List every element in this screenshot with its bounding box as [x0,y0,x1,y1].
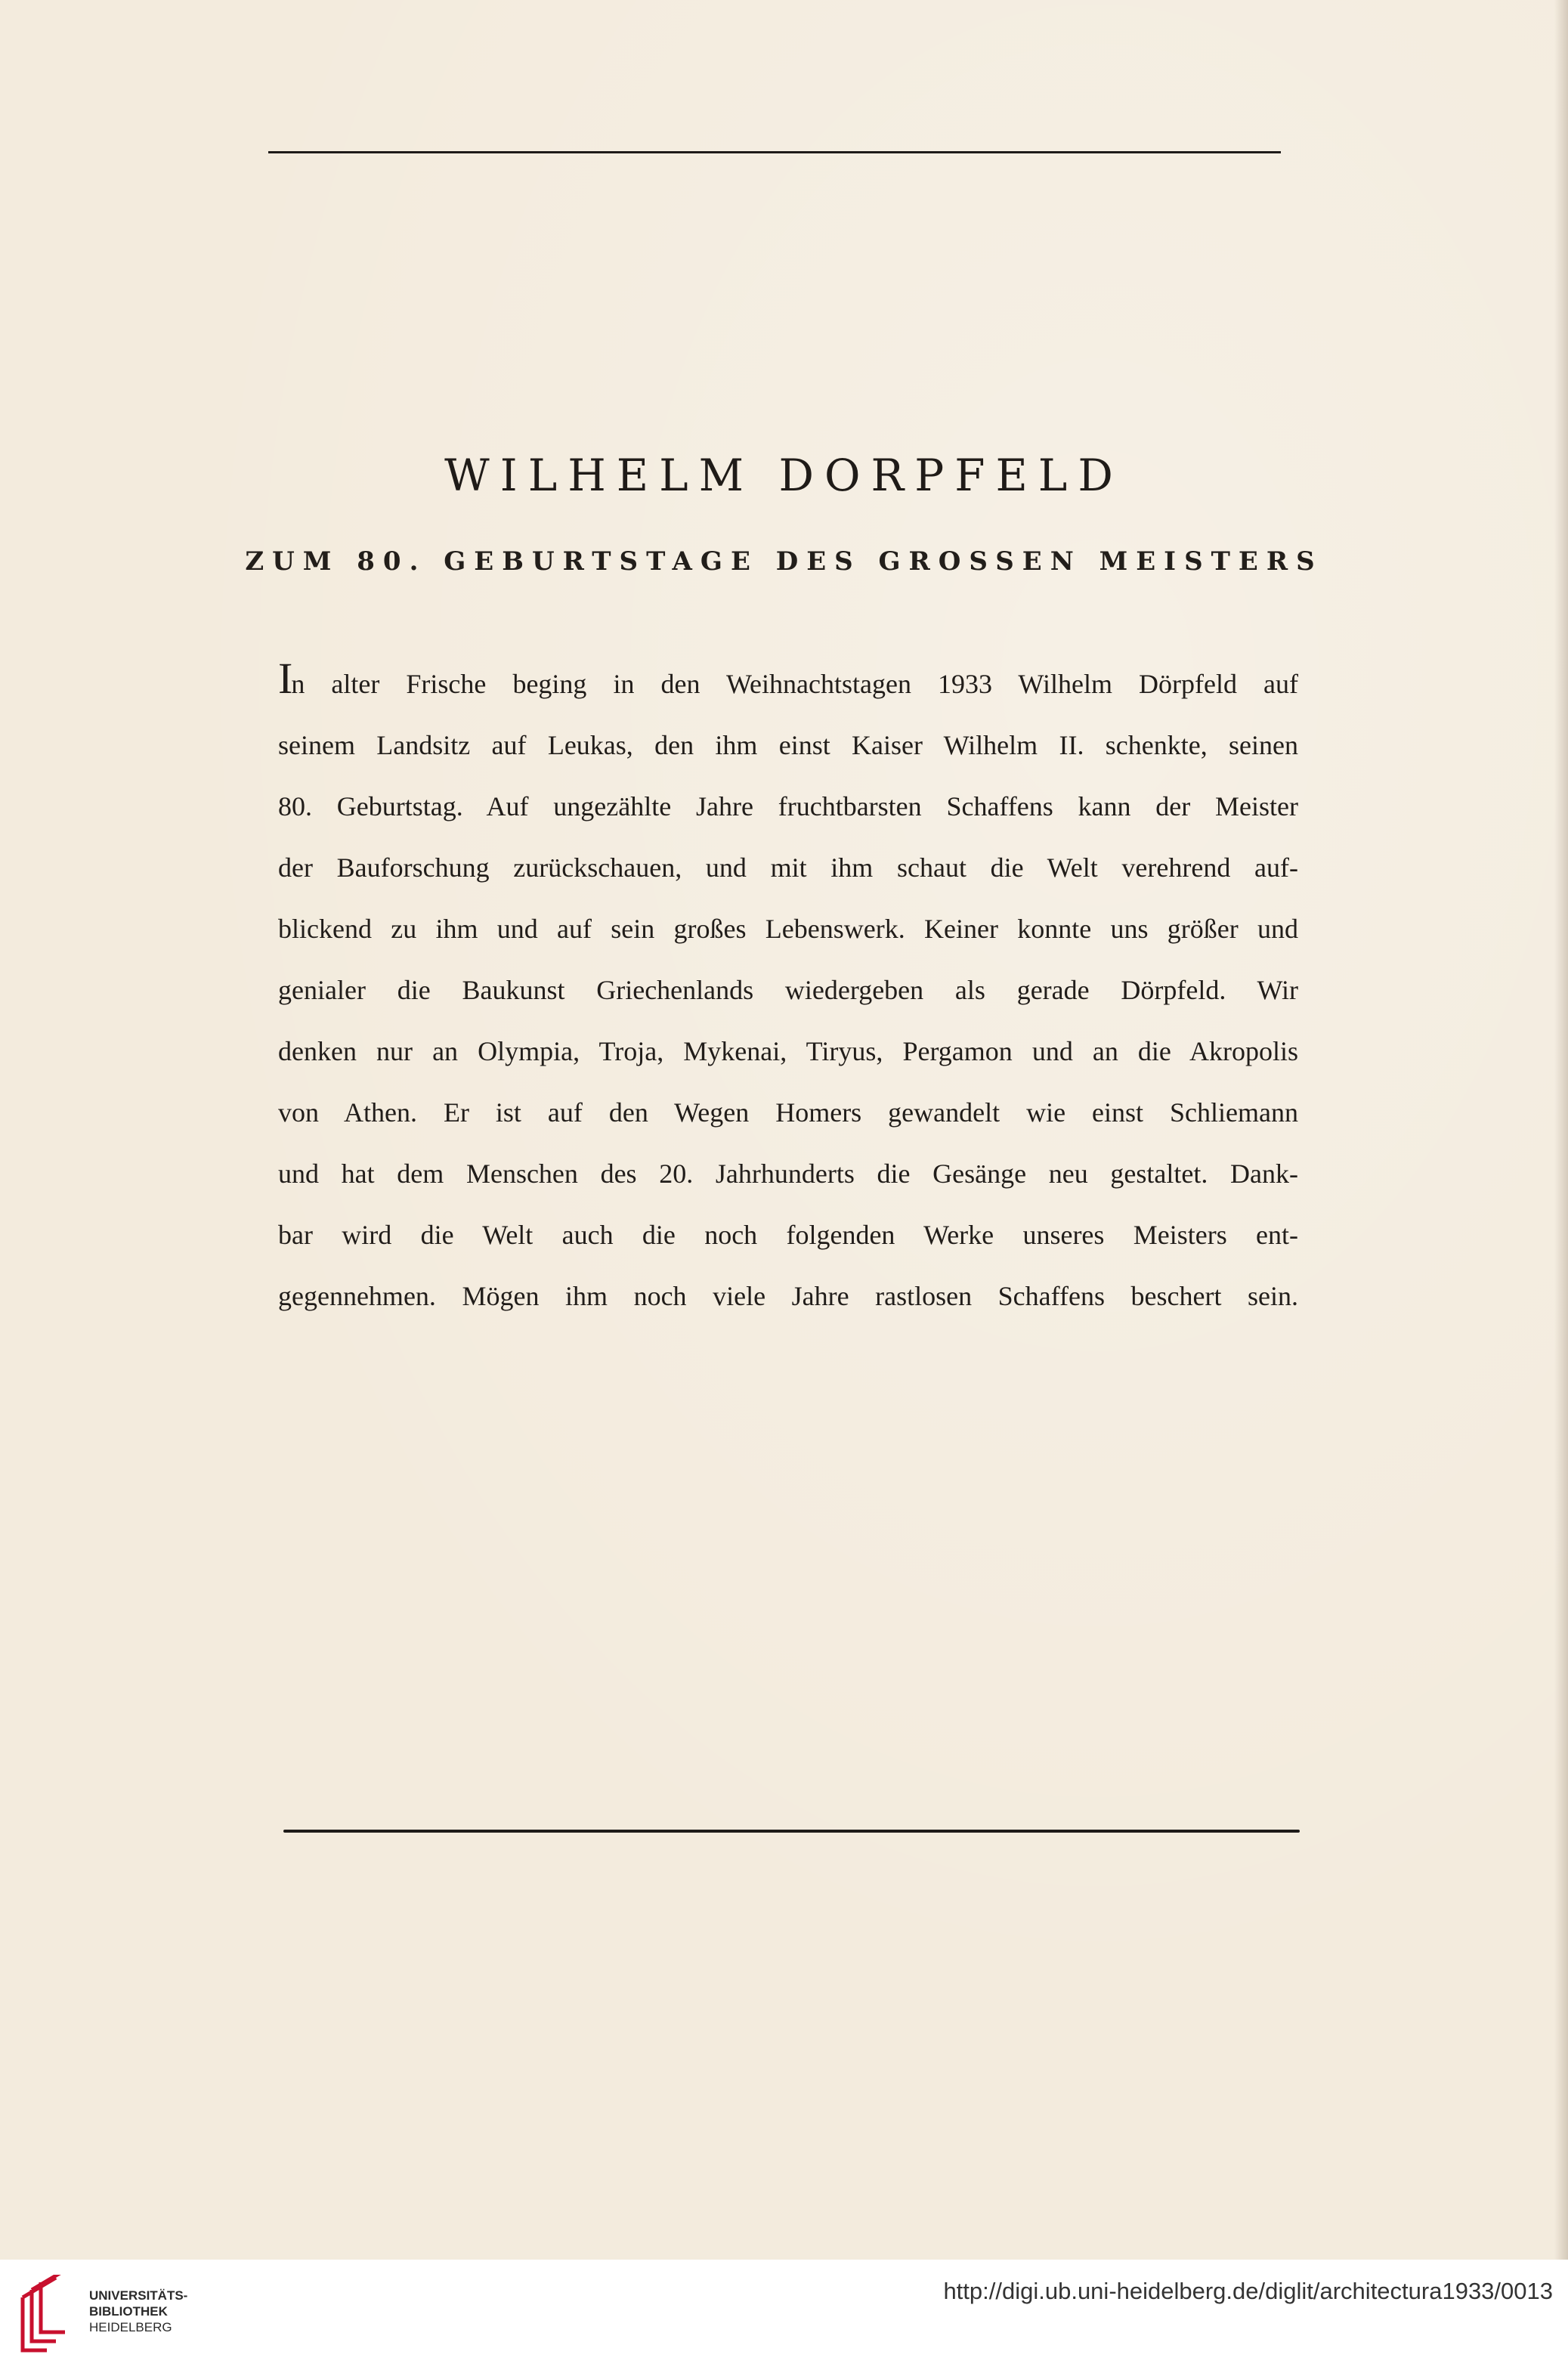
body-line: blickend zu ihm und auf sein großes Lebenswerk. Keiner konnte uns größer und [278,914,1298,944]
body-line: denken nur an Olympia, Troja, Mykenai, Tiryus, Pergamon und an die Akropolis [278,1036,1298,1066]
library-name-line1: UNIVERSITÄTS- [89,2288,188,2303]
article-body [278,654,1298,1335]
drop-cap: I [278,654,292,703]
library-logo-icon [17,2275,77,2354]
body-line: seinem Landsitz auf Leukas, den ihm einst Kaiser Wilhelm II. schenkte, seinen [278,730,1298,760]
article-subtitle: ZUM 80. GEBURTSTAGE DES GROSSEN MEISTERS [245,546,1323,577]
source-url-link[interactable]: http://digi.ub.uni-heidelberg.de/diglit/architectura1933/0013 [943,2278,1553,2304]
library-name [89,2288,187,2335]
article-title: WILHELM DORPFELD [444,450,1124,501]
body-line: genialer die Baukunst Griechenlands wiedergeben als gerade Dörpfeld. Wir [278,975,1298,1005]
body-line: der Bauforschung zurückschauen, und mit ihm schaut die Welt verehrend auf- [278,852,1298,883]
body-line: 80. Geburtstag. Auf ungezählte Jahre fruchtbarsten Schaffens kann der Meister [278,791,1298,821]
library-name-line2: BIBLIOTHEK [89,2304,168,2319]
body-line [278,654,1298,722]
bottom-rule [283,1830,1300,1833]
top-rule [268,151,1281,153]
body-line: gegennehmen. Mögen ihm noch viele Jahre rastlosen Schaffens beschert sein. [278,1281,1298,1311]
body-line: von Athen. Er ist auf den Wegen Homers gewandelt wie einst Schliemann [278,1097,1298,1128]
body-line: bar wird die Welt auch die noch folgenden Werke unseres Meisters ent- [278,1220,1298,1250]
body-line: und hat dem Menschen des 20. Jahrhunderts die Gesänge neu gestaltet. Dank- [278,1159,1298,1189]
body-line-text: n alter Frische beging in den Weihnachtstagen 1933 Wilhelm Dörpfeld auf [291,669,1298,699]
library-name-line3: HEIDELBERG [89,2320,172,2334]
page-edge-shadow [1554,0,1568,2260]
